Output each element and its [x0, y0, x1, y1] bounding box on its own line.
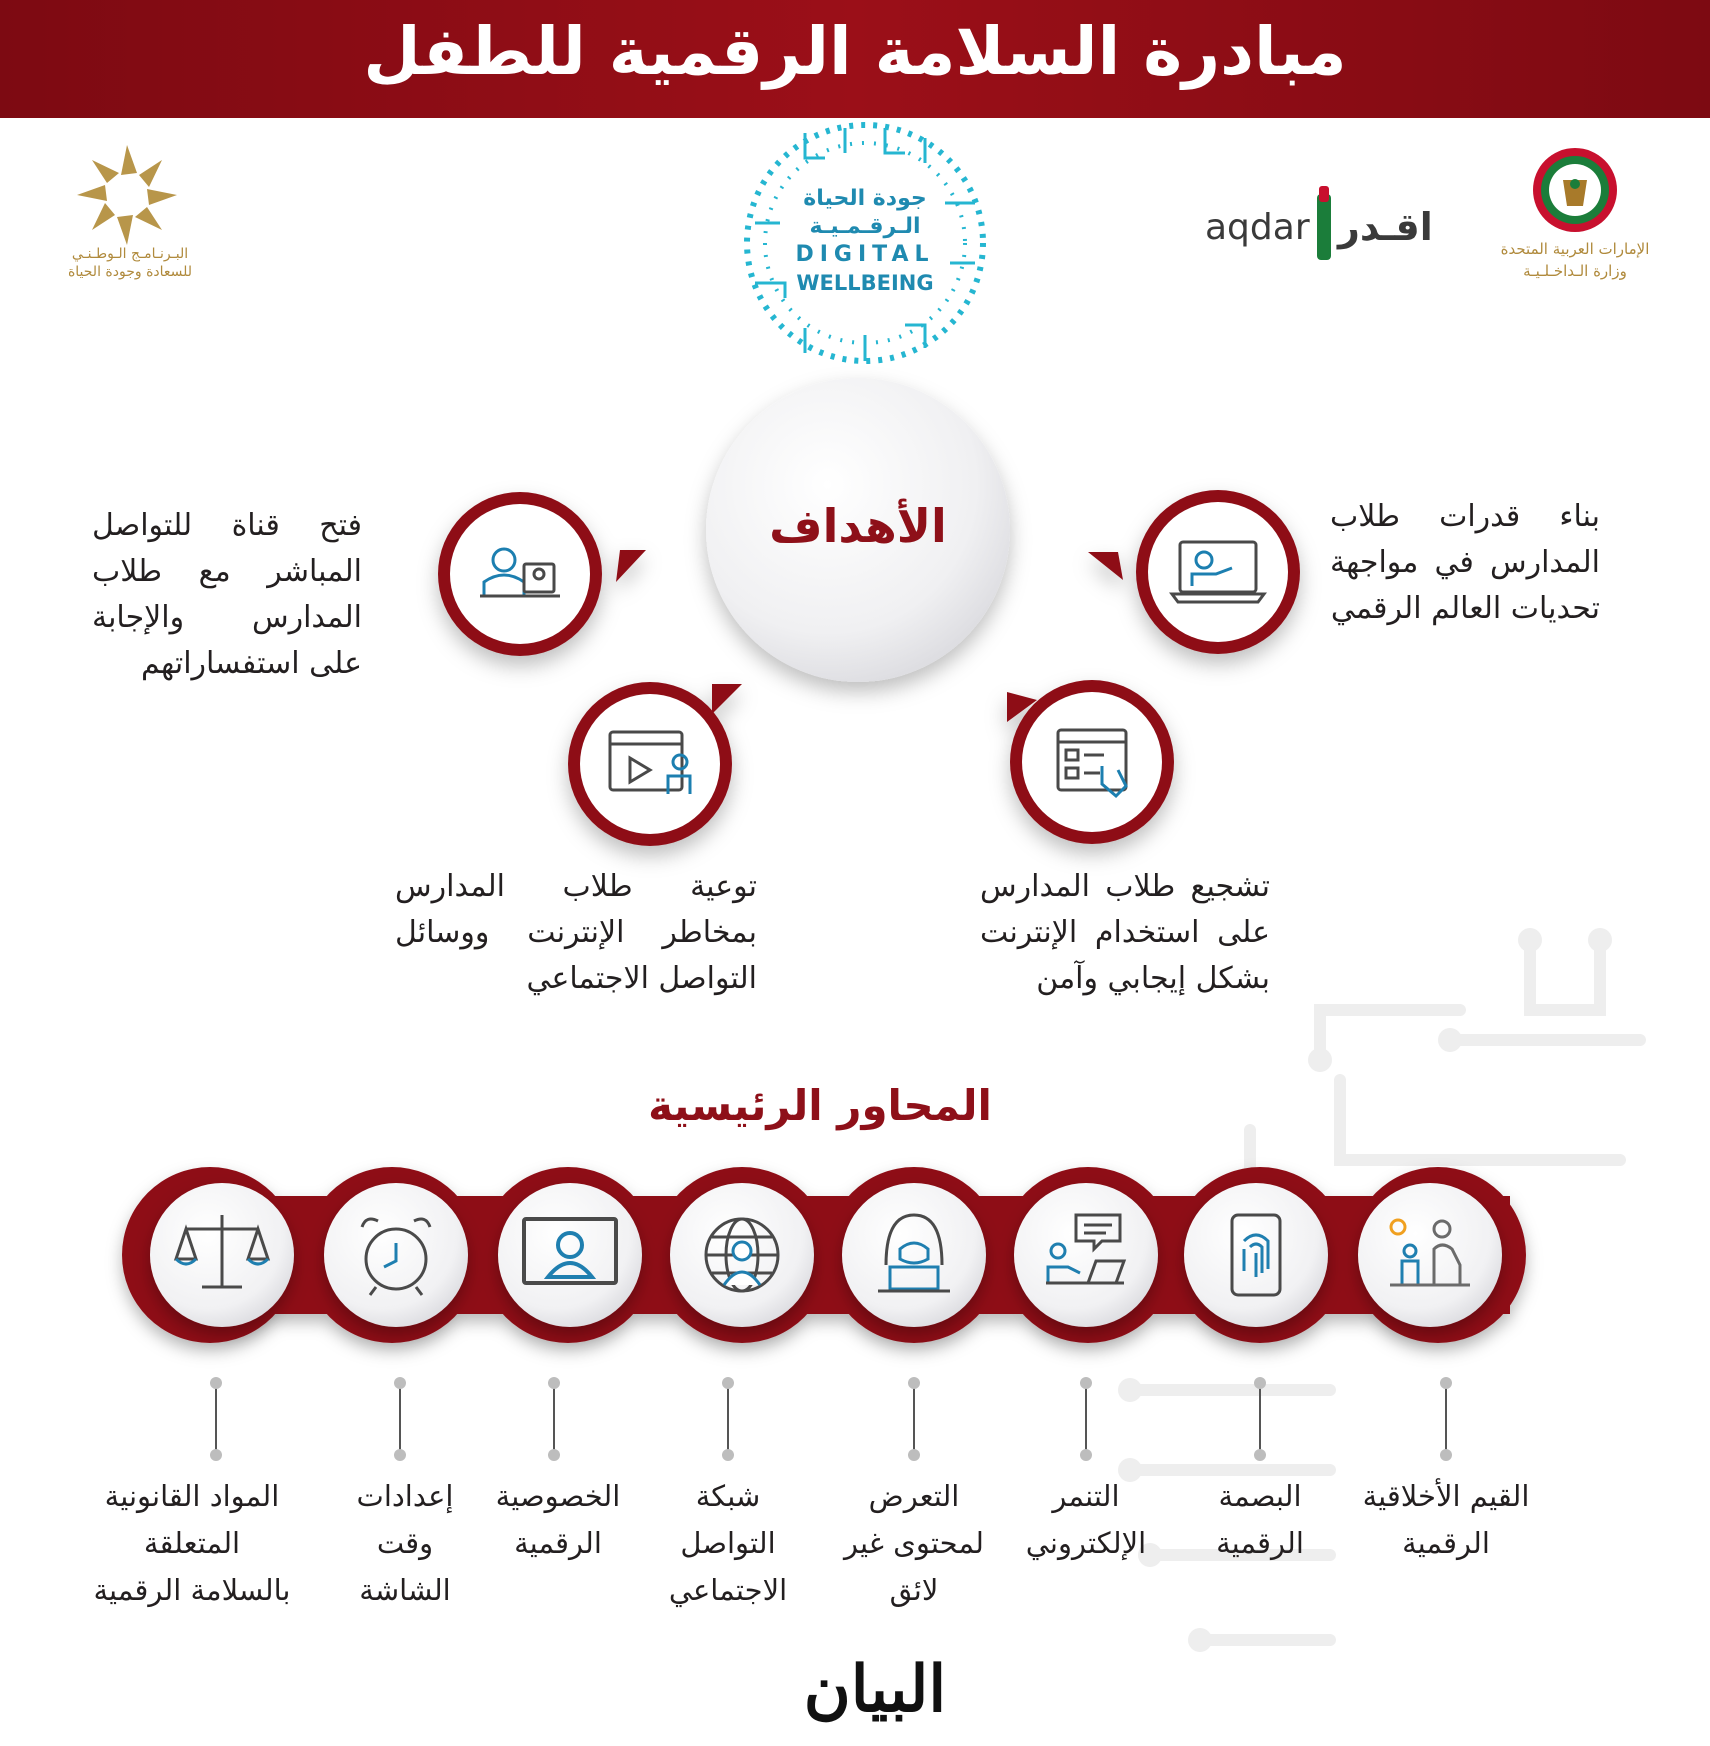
- goal-text-4: فتح قناة للتواصل المباشر مع طلاب المدارس والإجابة على استفساراتهم: [92, 508, 362, 681]
- axis-label-1: القيم الأخلاقية الرقمية: [1362, 1479, 1530, 1560]
- dw-en1: DIGITAL: [795, 242, 935, 267]
- aqdar-arabic: اقـدر: [1338, 205, 1433, 249]
- al-bayan-logo: البيان: [803, 1652, 947, 1727]
- axis-label-6: الخصوصية الرقمية: [495, 1479, 621, 1560]
- dw-ar2: الـرقـمـيـة: [809, 214, 921, 239]
- axis-label-7: إعدادات وقت الشاشة: [356, 1479, 454, 1607]
- moi-line1: الإمارات العربية المتحدة: [1500, 240, 1650, 258]
- axis-label-3: التنمر الإلكتروني: [1025, 1479, 1147, 1560]
- axis-label-8: المواد القانونية المتعلقة بالسلامة الرقمية: [93, 1479, 291, 1607]
- axis-label-4: التعرض لمحتوى غير لائق: [844, 1479, 984, 1607]
- np-line1: البـرنـامـج الـوطـنـي: [71, 246, 189, 262]
- goal-text-2: تشجيع طلاب المدارس على استخدام الإنترنت بشكل إيجابي وآمن: [980, 869, 1270, 996]
- goal-text-1: بناء قدرات طلاب المدارس في مواجهة تحديات العالم الرقمي: [1330, 499, 1600, 626]
- goals-heading: الأهداف: [769, 499, 947, 553]
- axis-label-5: شبكة التواصل الاجتماعي: [668, 1479, 788, 1607]
- dw-en2: WELLBEING: [796, 271, 934, 295]
- moi-line2: وزارة الـداخـلـيـة: [1523, 262, 1627, 280]
- goal-text-3: توعية طلاب المدارس بمخاطر الإنترنت ووسائل التواصل الاجتماعي: [395, 869, 757, 996]
- dw-ar1: جودة الحياة: [803, 186, 927, 211]
- page-title: مبادرة السلامة الرقمية للطفل: [363, 13, 1347, 90]
- axis-label-2: البصمة الرقمية: [1216, 1479, 1304, 1560]
- axes-heading: المحاور الرئيسية: [648, 1081, 992, 1130]
- aqdar-latin: aqdar: [1205, 207, 1310, 248]
- np-line2: للسعادة وجودة الحياة: [67, 264, 193, 280]
